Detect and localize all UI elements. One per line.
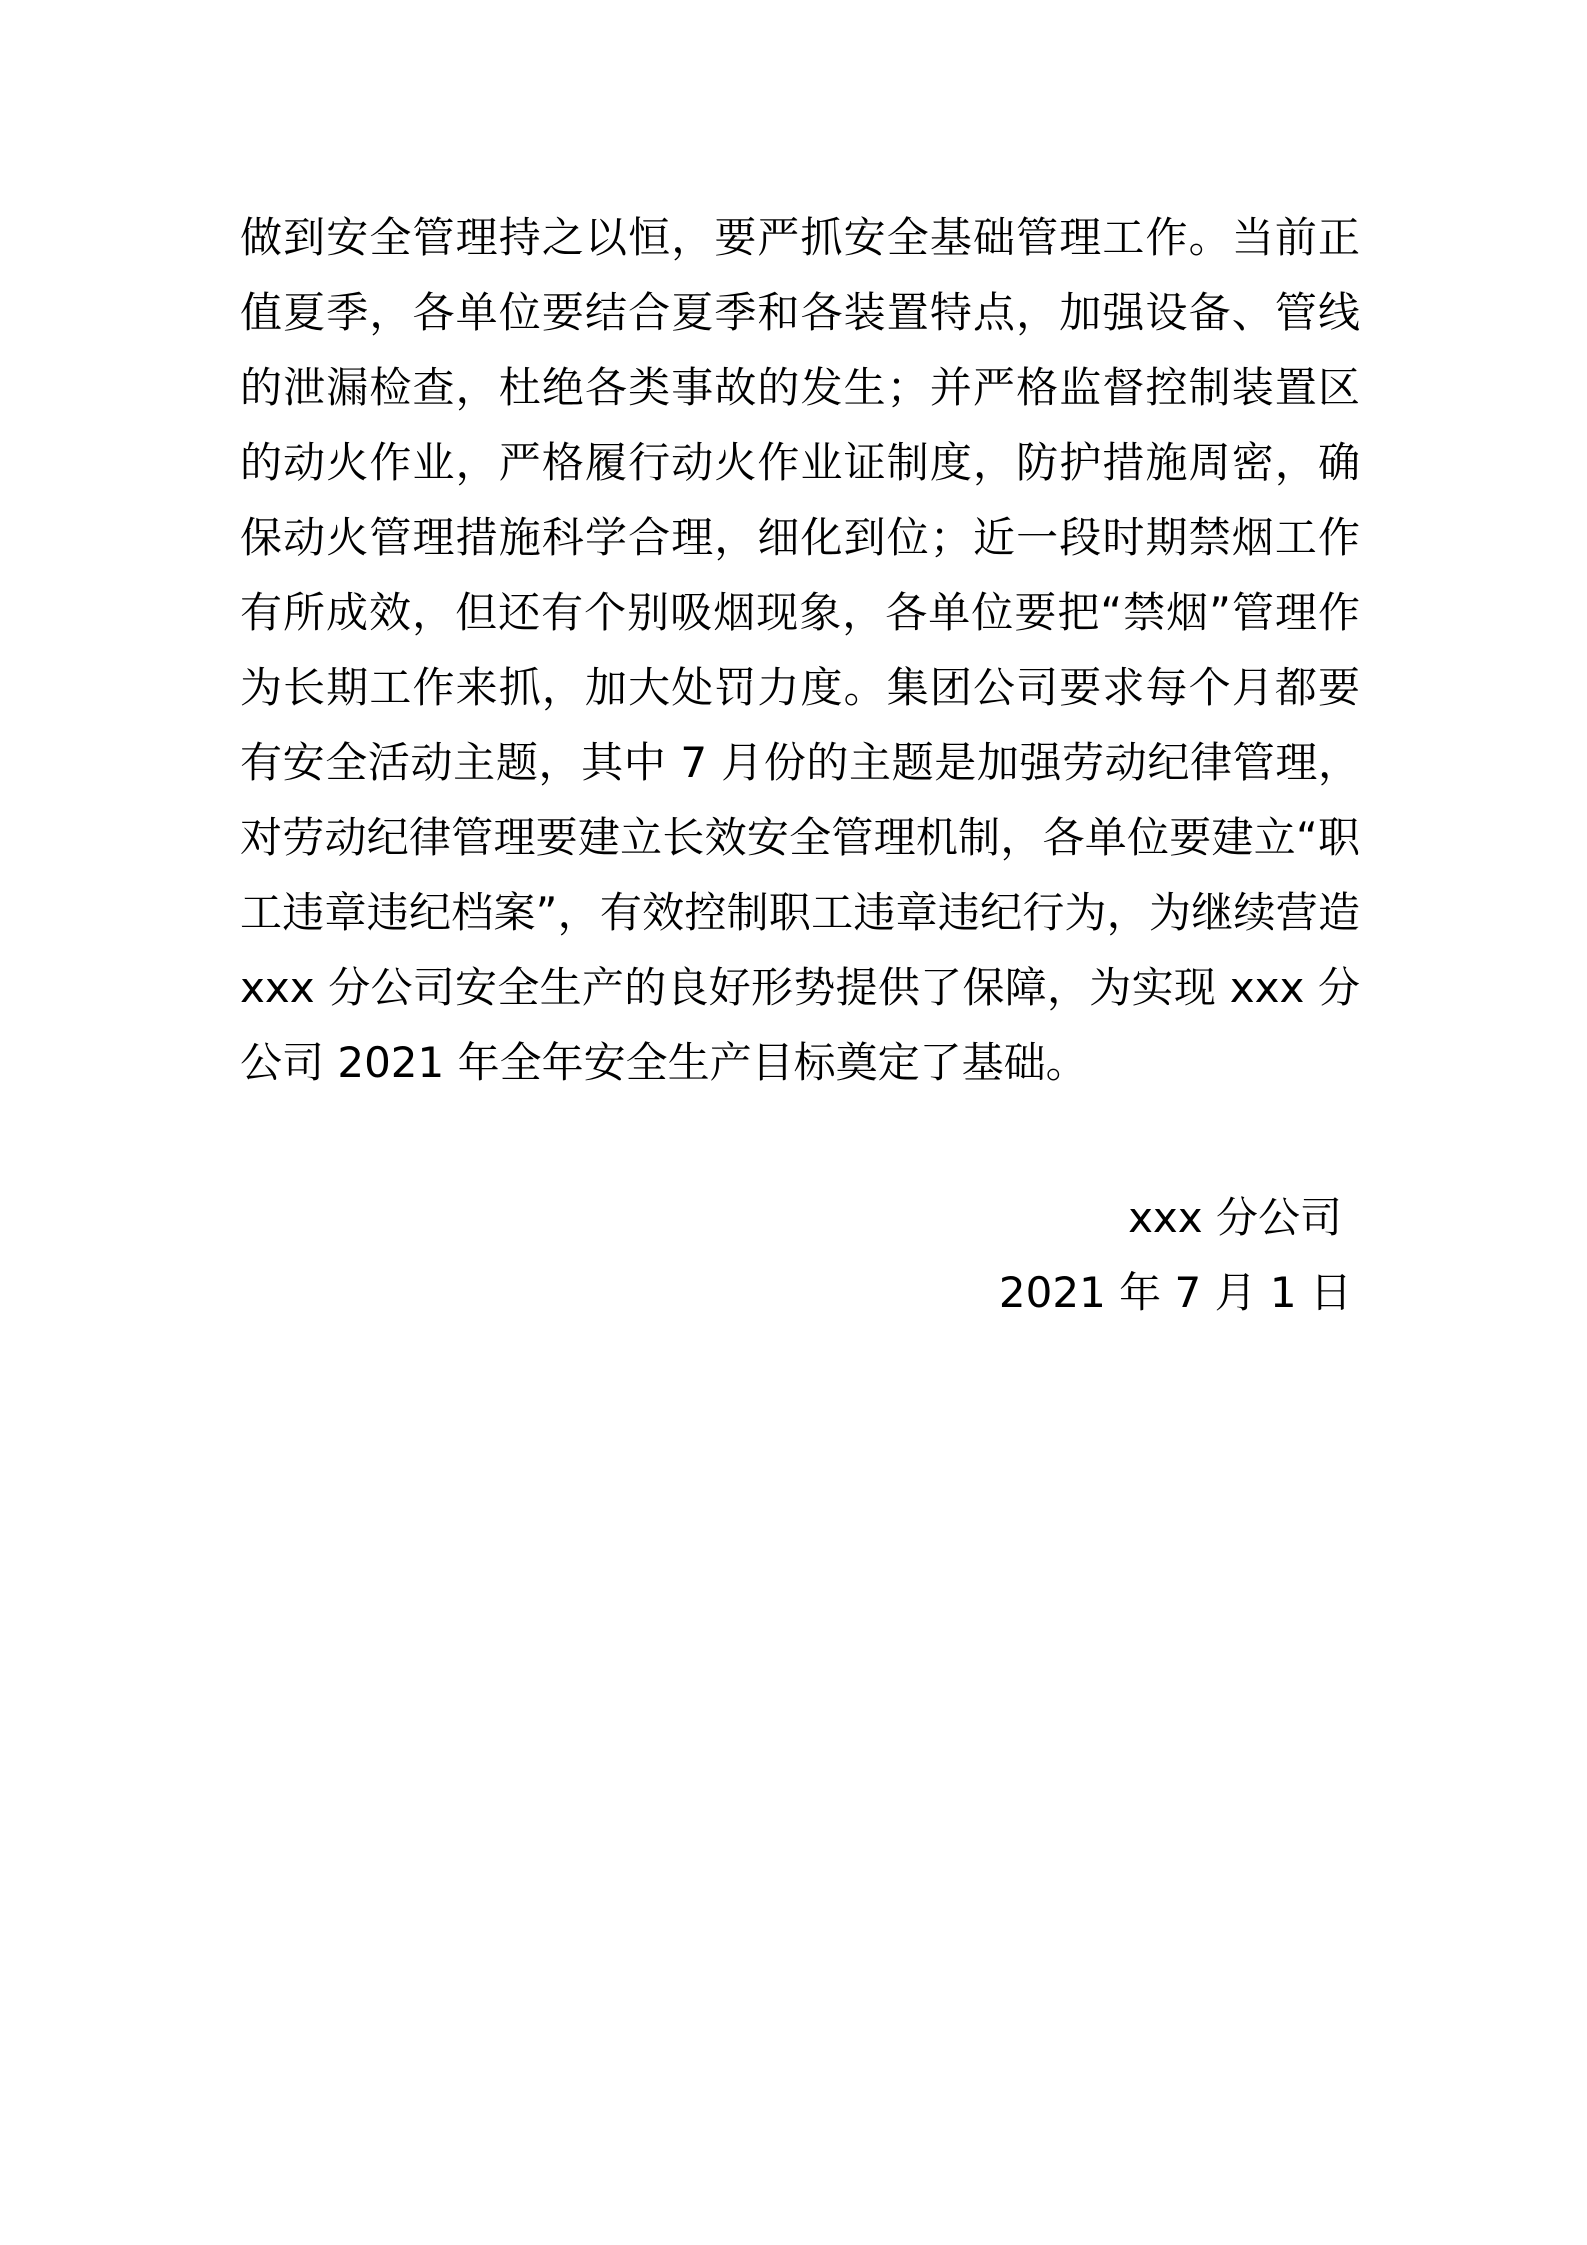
signature-organization: xxx 分公司 [1128, 1193, 1342, 1242]
paragraph-line: xxx 分公司安全生产的良好形势提供了保障，为实现 xxx 分 [240, 963, 1360, 1012]
paragraph-line: 做到安全管理持之以恒，要严抓安全基础管理工作。当前正 [240, 213, 1360, 262]
signature-block [999, 1180, 1352, 1330]
body-paragraph [240, 200, 1360, 1100]
paragraph-line: 有所成效，但还有个别吸烟现象，各单位要把“禁烟”管理作 [240, 588, 1360, 637]
paragraph-line: 对劳动纪律管理要建立长效安全管理机制，各单位要建立“职 [240, 813, 1360, 862]
paragraph-line: 值夏季，各单位要结合夏季和各装置特点，加强设备、管线 [240, 288, 1360, 337]
paragraph-line: 的泄漏检查，杜绝各类事故的发生；并严格监督控制装置区 [240, 363, 1360, 412]
paragraph-line: 有安全活动主题，其中 7 月份的主题是加强劳动纪律管理， [240, 738, 1360, 787]
paragraph-line: 为长期工作来抓，加大处罚力度。集团公司要求每个月都要 [240, 663, 1360, 712]
paragraph-line: 公司 2021 年全年安全生产目标奠定了基础。 [240, 1038, 1088, 1087]
paragraph-line: 的动火作业，严格履行动火作业证制度，防护措施周密，确 [240, 438, 1360, 487]
signature-date: 2021 年 7 月 1 日 [998, 1268, 1352, 1317]
paragraph-line: 工违章违纪档案”，有效控制职工违章违纪行为，为继续营造 [240, 888, 1360, 937]
paragraph-line: 保动火管理措施科学合理，细化到位；近一段时期禁烟工作 [240, 513, 1360, 562]
